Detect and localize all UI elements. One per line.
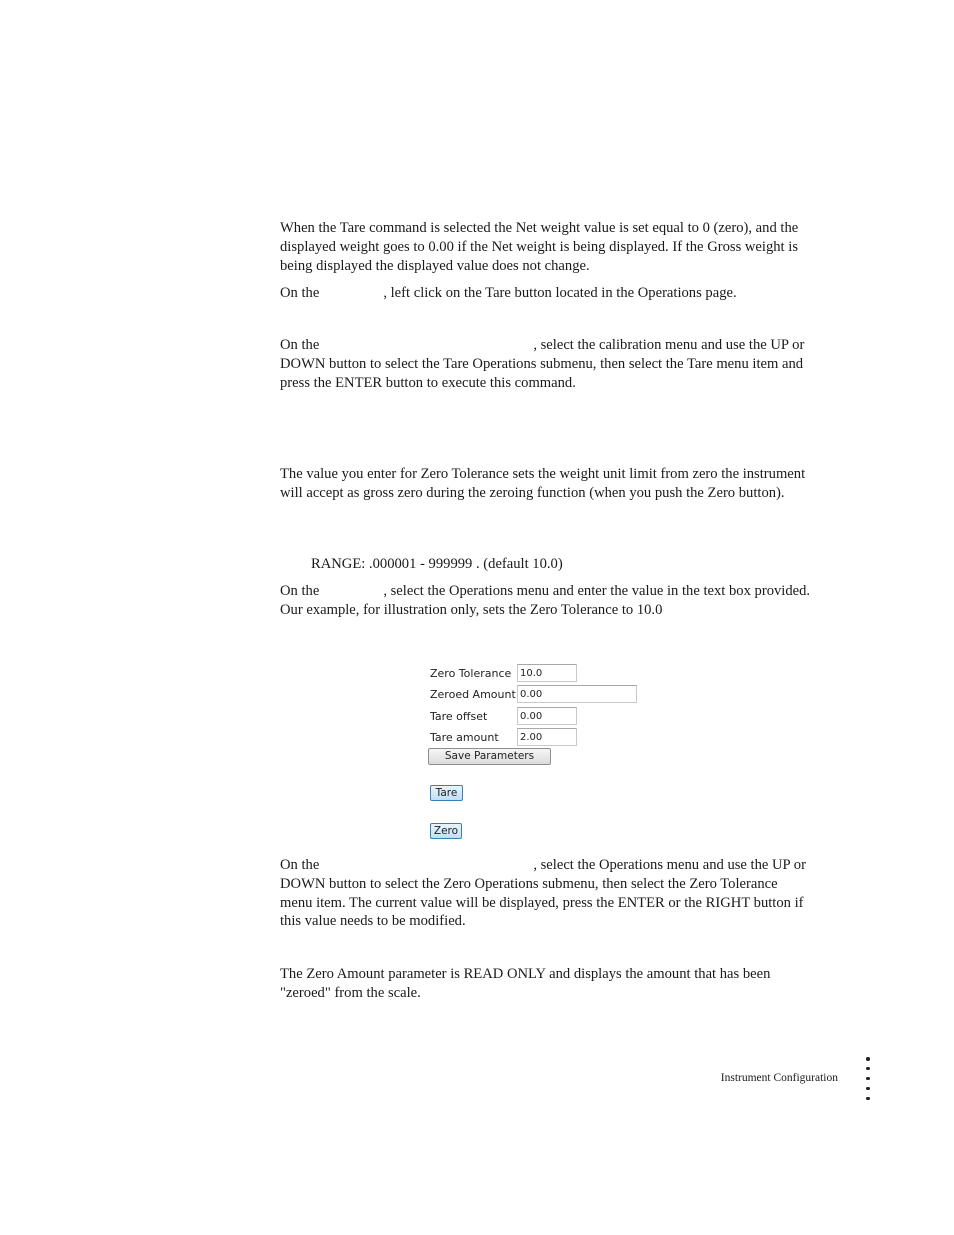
zero-tolerance-input[interactable] [517,664,577,682]
footer-section-title: Instrument Configuration [720,1072,838,1084]
footer-dot [866,1067,870,1071]
zero-button[interactable]: Zero [430,823,462,839]
zero-tolerance-description: The value you enter for Zero Tolerance sets the weight unit limit from zero the instrument will accept as gross zero during the zeroing function (when you push the Zero button). [280,466,806,501]
zero-tolerance-label: Zero Tolerance [430,667,512,680]
zero-tolerance-range: RANGE: .000001 - 999999 . (default 10.0) [311,556,563,572]
tare-offset-input[interactable] [517,707,577,725]
footer-dot [866,1077,870,1081]
tare-front-panel-instruction: On the , select the calibration menu and use the UP or DOWN button to select the Tare Operations submenu, then select the Tare menu item and press the ENTER button to execute this command. [280,337,805,391]
zero-tolerance-front-panel-instruction: On the , select the Operations menu and use the UP or DOWN button to select the Zero Operations submenu, then select the Zero Tolerance menu item. The current value will be displayed, press the ENTER or the RIGHT button if this value needs to be modified. [280,857,806,930]
tare-amount-label: Tare amount [430,731,499,744]
footer-dot [866,1057,870,1061]
operations-panel-screenshot [424,660,654,845]
save-parameters-button[interactable]: Save Parameters [428,748,551,765]
tare-web-instruction: On the , left click on the Tare button located in the Operations page. [280,285,737,301]
zero-amount-description: The Zero Amount parameter is READ ONLY and displays the amount that has been "zeroed" from the scale. [280,966,771,1001]
footer-dot [866,1087,870,1091]
zeroed-amount-input[interactable] [517,685,637,703]
zeroed-amount-label: Zeroed Amount [430,688,516,701]
footer-dot-column [866,1057,871,1106]
tare-offset-label: Tare offset [430,710,488,723]
footer-dot [866,1097,870,1101]
tare-description: When the Tare command is selected the Net weight value is set equal to 0 (zero), and the displayed weight goes to 0.00 if the Net weight is being displayed. If the Gross weight is being displayed the displayed value does not change. [280,220,799,274]
zero-tolerance-web-instruction: On the , select the Operations menu and enter the value in the text box provided. Our example, for illustration only, sets the Zero Tolerance to 10.0 [280,583,811,618]
tare-amount-input[interactable] [517,728,577,746]
tare-button[interactable]: Tare [430,785,463,801]
